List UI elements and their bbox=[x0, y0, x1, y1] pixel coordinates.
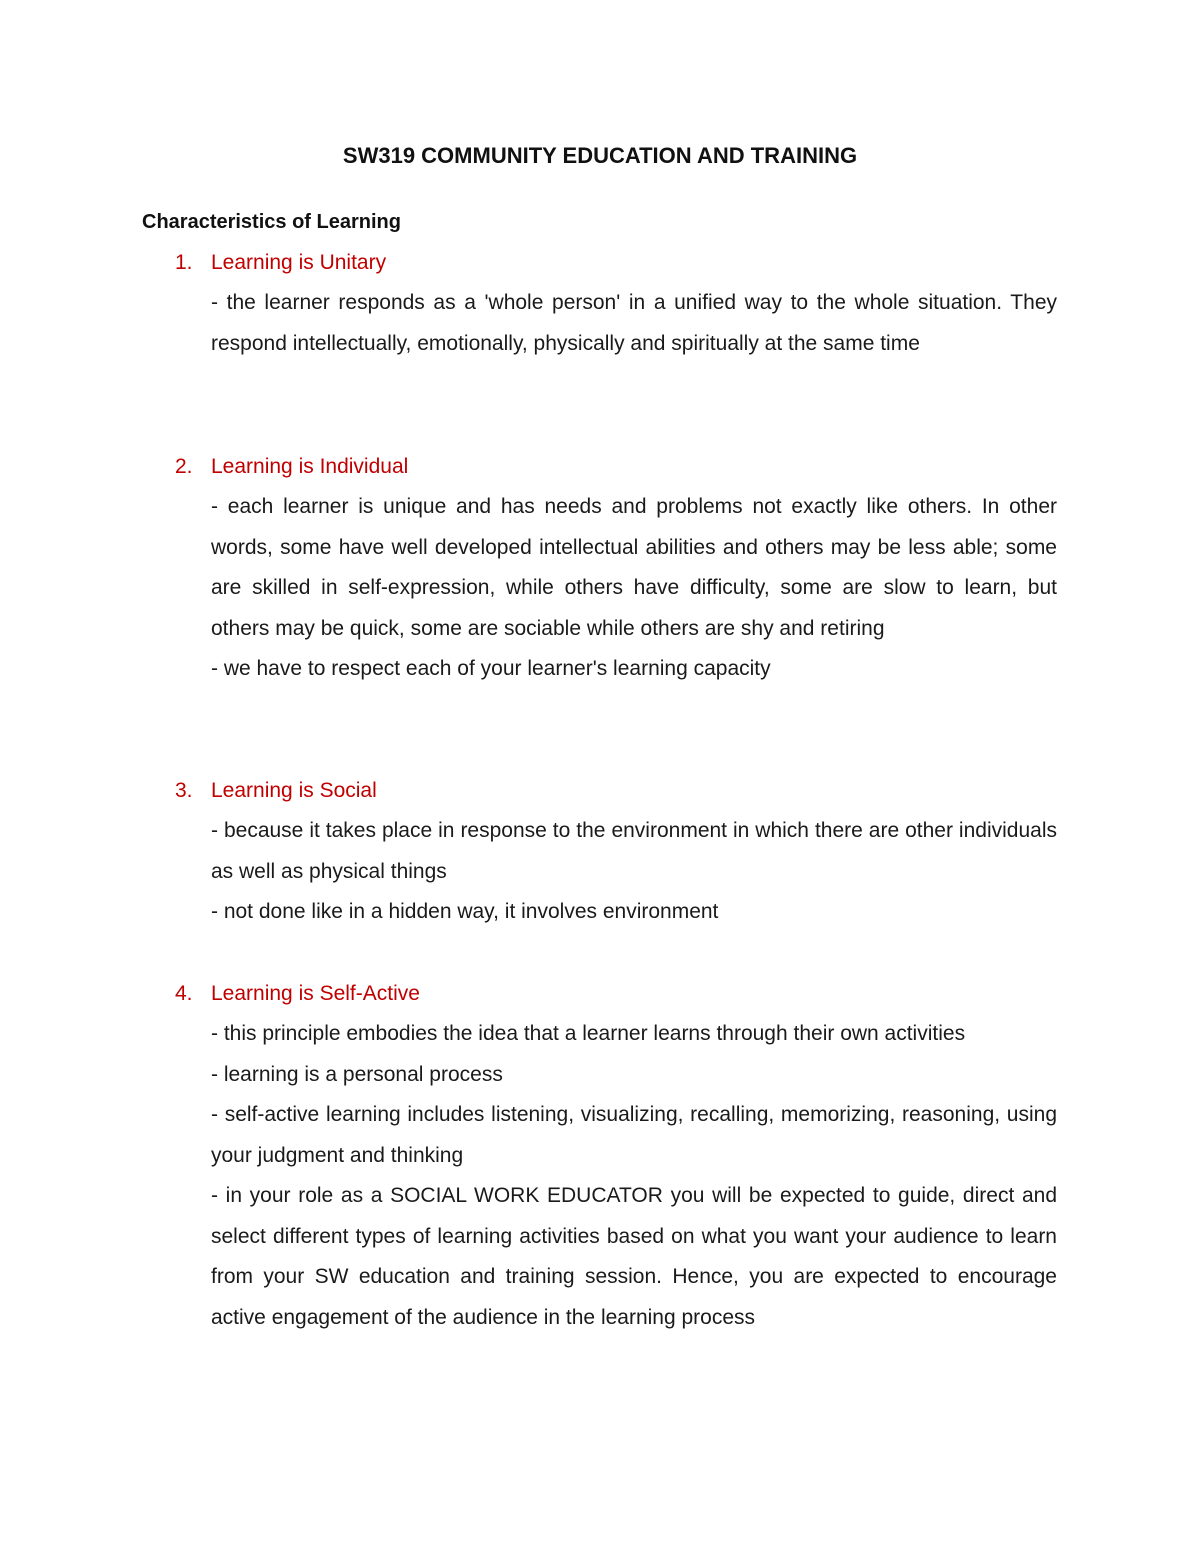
list-item-unitary bbox=[0, 243, 1200, 364]
list-item-individual bbox=[0, 447, 1200, 690]
item-paragraph: - this principle embodies the idea that a learner learns through their own activities bbox=[211, 1022, 966, 1045]
item-heading bbox=[0, 771, 1200, 811]
item-title: Learning is Social bbox=[211, 779, 377, 802]
item-title: Learning is Unitary bbox=[211, 251, 387, 274]
item-heading bbox=[0, 974, 1200, 1014]
item-heading bbox=[0, 243, 1200, 283]
item-paragraph: - in your role as a SOCIAL WORK EDUCATOR you will be expected to guide, direct and select different types of learning activities based on what you want your audience to learn from your SW education and training session. Hence, you are expected to encourage active engagement of the audience in the learning process bbox=[211, 1184, 1057, 1329]
item-paragraph: - we have to respect each of your learner's learning capacity bbox=[211, 657, 771, 680]
item-paragraph: - each learner is unique and has needs and problems not exactly like others. In other words, some have well developed intellectual abilities and others may be less able; some are skilled in self-expression, while others have difficulty, some are slow to learn, but others may be quick, some are sociable while others are shy and retiring bbox=[211, 495, 1057, 640]
item-title: Learning is Self-Active bbox=[211, 982, 420, 1005]
list-item-self-active bbox=[0, 974, 1200, 1338]
item-title: Learning is Individual bbox=[211, 455, 409, 478]
document-title: SW319 COMMUNITY EDUCATION AND TRAINING bbox=[342, 143, 858, 168]
item-number: 2. bbox=[175, 455, 193, 478]
item-number: 3. bbox=[175, 779, 193, 802]
item-number: 1. bbox=[175, 251, 193, 274]
item-paragraph: - learning is a personal process bbox=[211, 1062, 503, 1086]
list-item-social bbox=[0, 771, 1200, 933]
item-paragraph: - self-active learning includes listening, visualizing, recalling, memorizing, reasoning, using your judgment and thinking bbox=[211, 1103, 1057, 1167]
item-paragraph: - the learner responds as a 'whole person' in a unified way to the whole situation. They respond intellectually, emotionally, physically and spiritually at the same time bbox=[211, 291, 1057, 355]
item-number: 4. bbox=[175, 982, 193, 1005]
item-paragraph: - because it takes place in response to the environment in which there are other individuals as well as physical things bbox=[211, 819, 1057, 883]
item-heading bbox=[0, 447, 1200, 487]
item-paragraph: - not done like in a hidden way, it involves environment bbox=[211, 900, 719, 923]
section-heading: Characteristics of Learning bbox=[142, 211, 401, 233]
